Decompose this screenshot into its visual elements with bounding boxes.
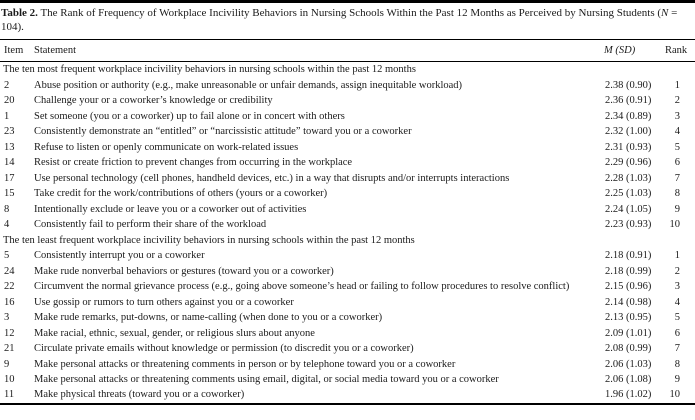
cell-statement: Make racial, ethnic, sexual, gender, or religious slurs about anyone — [34, 327, 315, 339]
cell-statement: Circumvent the normal grievance process (e.g., going above someone’s head or failing to follow procedures to resolve conflict) — [34, 281, 570, 293]
cell-msd: 2.23 (0.93) — [605, 219, 652, 231]
cell-item: 17 — [4, 172, 15, 184]
cell-rank: 2 — [674, 265, 680, 277]
cell-item: 11 — [4, 389, 15, 401]
cell-rank: 1 — [674, 79, 680, 91]
cell-msd: 2.06 (1.03) — [605, 358, 652, 370]
cell-msd: 2.31 (0.93) — [605, 141, 652, 153]
section-header: The ten least frequent workplace incivility behaviors in nursing schools within the past 12 months — [3, 234, 415, 246]
cell-statement: Take credit for the work/contributions of others (yours or a coworker) — [34, 188, 328, 200]
section-header-row — [0, 62, 695, 78]
cell-statement: Use gossip or rumors to turn others against you or a coworker — [34, 296, 294, 308]
table-row — [0, 279, 695, 294]
cell-item: 14 — [4, 157, 15, 169]
cell-rank: 4 — [674, 126, 680, 138]
table-row — [0, 263, 695, 278]
table-title: The Rank of Frequency of Workplace Incivility Behaviors in Nursing Schools Within the Past 12 Months as Perceived by Nursing Students ( — [37, 7, 662, 19]
cell-statement: Make personal attacks or threatening comments in person or by telephone toward you or a coworker — [34, 358, 456, 370]
cell-item: 20 — [4, 95, 15, 107]
cell-msd: 2.38 (0.90) — [605, 79, 652, 91]
cell-item: 2 — [4, 79, 10, 91]
cell-statement: Circulate private emails without knowledge or permission (to discredit you or a coworker) — [34, 343, 414, 355]
table-label: Table 2. — [1, 7, 38, 19]
cell-rank: 9 — [674, 373, 680, 385]
table-row — [0, 108, 695, 123]
cell-item: 16 — [4, 296, 15, 308]
cell-statement: Make personal attacks or threatening comments using email, digital, or social media toward you or a coworker — [34, 373, 499, 385]
cell-rank: 4 — [674, 296, 680, 308]
table-row — [0, 387, 695, 402]
sample-size-n: N — [661, 7, 669, 19]
table-row — [0, 217, 695, 232]
cell-statement: Consistently interrupt you or a coworker — [34, 250, 205, 262]
section-header-row — [0, 232, 695, 247]
cell-statement: Abuse position or authority (e.g., make unreasonable or unfair demands, assign inequitable workload) — [34, 79, 463, 91]
cell-msd: 2.15 (0.96) — [605, 281, 652, 293]
table-row — [0, 139, 695, 154]
table-caption — [0, 3, 695, 39]
cell-item: 8 — [4, 203, 10, 215]
table-body — [0, 62, 695, 403]
cell-statement: Resist or create friction to prevent changes from occurring in the workplace — [34, 157, 353, 169]
cell-rank: 5 — [674, 312, 680, 324]
cell-msd: 2.09 (1.01) — [605, 327, 652, 339]
cell-statement: Make rude remarks, put-downs, or name-calling (when done to you or a coworker) — [34, 312, 383, 324]
table-row — [0, 201, 695, 216]
sample-size-rest: = 104). — [1, 7, 678, 33]
cell-msd: 2.08 (0.99) — [605, 343, 652, 355]
cell-rank: 6 — [674, 157, 680, 169]
table-row — [0, 93, 695, 108]
cell-msd: 2.36 (0.91) — [605, 95, 652, 107]
cell-statement: Set someone (you or a coworker) up to fail alone or in concert with others — [34, 110, 345, 122]
table-row — [0, 124, 695, 139]
cell-msd: 1.96 (1.02) — [605, 389, 652, 401]
column-header-rank: Rank — [663, 40, 695, 62]
cell-item: 13 — [4, 141, 15, 153]
table-row — [0, 341, 695, 356]
table-row — [0, 186, 695, 201]
cell-item: 21 — [4, 343, 15, 355]
cell-rank: 1 — [674, 250, 680, 262]
cell-item: 9 — [4, 358, 10, 370]
table-row — [0, 155, 695, 170]
cell-rank: 10 — [669, 389, 680, 401]
cell-item: 10 — [4, 373, 15, 385]
cell-rank: 7 — [674, 172, 680, 184]
table-row — [0, 372, 695, 387]
cell-msd: 2.24 (1.05) — [605, 203, 652, 215]
cell-msd: 2.18 (0.99) — [605, 265, 652, 277]
table-row — [0, 248, 695, 263]
cell-statement: Challenge your or a coworker’s knowledge or credibility — [34, 95, 273, 107]
cell-rank: 3 — [674, 110, 680, 122]
cell-msd: 2.29 (0.96) — [605, 157, 652, 169]
table-row — [0, 170, 695, 185]
cell-statement: Consistently demonstrate an “entitled” or “narcissistic attitude” toward you or a coworker — [34, 126, 412, 138]
cell-item: 15 — [4, 188, 15, 200]
table-row — [0, 310, 695, 325]
cell-rank: 8 — [674, 358, 680, 370]
cell-item: 23 — [4, 126, 15, 138]
table-row — [0, 294, 695, 309]
incivility-rank-table — [0, 39, 695, 403]
cell-item: 22 — [4, 281, 15, 293]
column-header-row — [0, 40, 695, 62]
cell-item: 24 — [4, 265, 15, 277]
cell-item: 12 — [4, 327, 15, 339]
cell-rank: 5 — [674, 141, 680, 153]
section-header: The ten most frequent workplace incivility behaviors in nursing schools within the past 12 months — [3, 64, 416, 76]
column-header-item: Item — [0, 40, 30, 62]
table-row — [0, 325, 695, 340]
cell-rank: 3 — [674, 281, 680, 293]
cell-item: 3 — [4, 312, 10, 324]
column-header-statement: Statement — [30, 40, 604, 62]
cell-msd: 2.25 (1.03) — [605, 188, 652, 200]
cell-msd: 2.06 (1.08) — [605, 373, 652, 385]
cell-msd: 2.18 (0.91) — [605, 250, 652, 262]
cell-statement: Consistently fail to perform their share of the workload — [34, 219, 267, 231]
table-row — [0, 77, 695, 92]
cell-statement: Make rude nonverbal behaviors or gestures (toward you or a coworker) — [34, 265, 334, 277]
cell-msd: 2.14 (0.98) — [605, 296, 652, 308]
cell-statement: Use personal technology (cell phones, handheld devices, etc.) in a way that disrupts and/or interrupts interactions — [34, 172, 510, 184]
cell-msd: 2.34 (0.89) — [605, 110, 652, 122]
cell-statement: Intentionally exclude or leave you or a coworker out of activities — [34, 203, 307, 215]
cell-msd: 2.32 (1.00) — [605, 126, 652, 138]
column-header-msd: M (SD) — [604, 40, 663, 62]
cell-item: 1 — [4, 110, 10, 122]
cell-rank: 9 — [674, 203, 680, 215]
cell-rank: 2 — [674, 95, 680, 107]
cell-item: 4 — [4, 219, 10, 231]
cell-rank: 8 — [674, 188, 680, 200]
cell-msd: 2.13 (0.95) — [605, 312, 652, 324]
cell-rank: 7 — [674, 343, 680, 355]
cell-statement: Refuse to listen or openly communicate on work-related issues — [34, 141, 299, 153]
table-row — [0, 356, 695, 371]
cell-rank: 10 — [669, 219, 680, 231]
cell-statement: Make physical threats (toward you or a coworker) — [34, 389, 245, 401]
cell-msd: 2.28 (1.03) — [605, 172, 652, 184]
cell-item: 5 — [4, 250, 10, 262]
cell-rank: 6 — [674, 327, 680, 339]
